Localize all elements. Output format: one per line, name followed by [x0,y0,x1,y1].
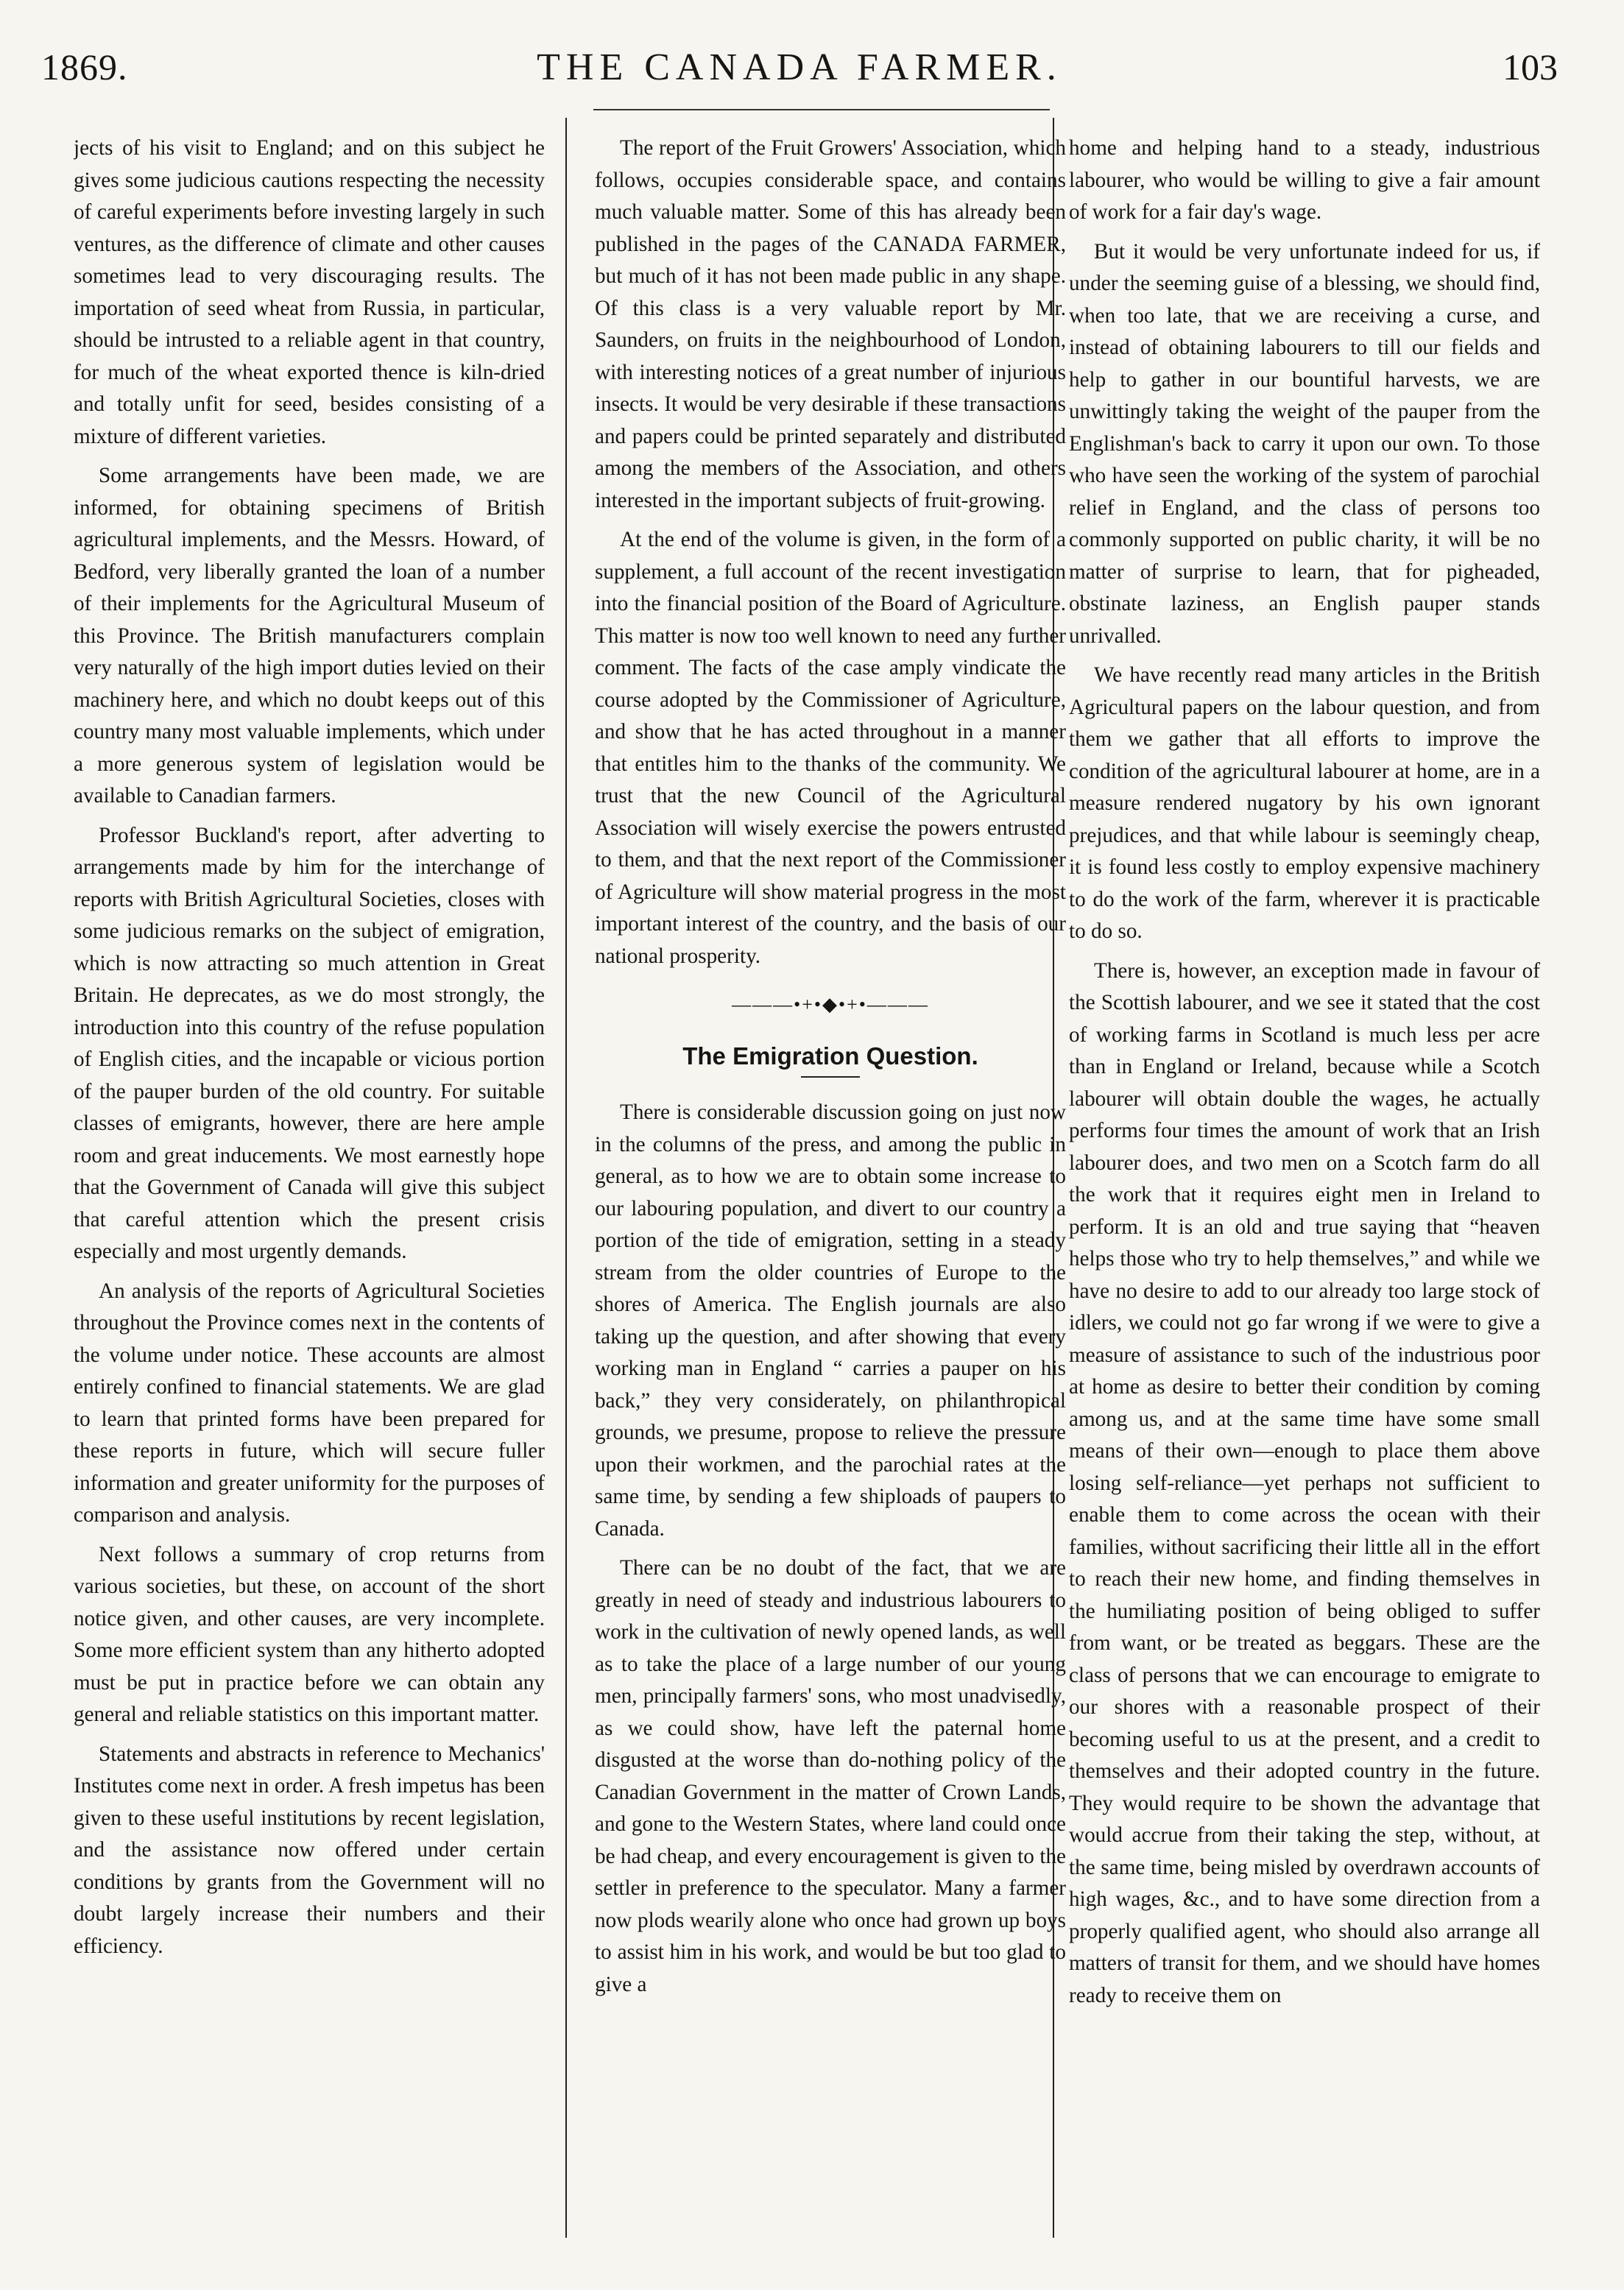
paragraph: We have recently read many articles in the British Agricultural papers on the labour question, and from them we gather that all efforts to improve the condition of the agricultural labourer at home, are in a measure rendered nugatory by his own ignorant prejudices, and that while labour is seemingly cheap, it is found less costly to employ expensive machinery to do the work of the farm, wherever it is practicable to do so. [1069,663,1540,943]
column-3 [1069,132,1540,2245]
paragraph: An analysis of the reports of Agricultural Societies throughout the Province comes next in the contents of the volume under notice. These accounts are almost entirely confined to financial statements. We are glad to learn that printed forms have been prepared for these reports in future, which will secure fuller information and greater uniformity for the purposes of comparison and analysis. [74,1279,545,1527]
paragraph: Next follows a summary of crop returns from various societies, but these, on account of the short notice given, and other causes, are very incomplete. Some more efficient system than any hitherto adopted must be put in practice before we can obtain any general and reliable statistics on this important matter. [74,1542,545,1726]
paragraph: jects of his visit to England; and on this subject he gives some judicious cautions respecting the necessity of careful experiments before investing largely in such ventures, as the difference of climate and other causes sometimes lead to very discouraging results. The importation of seed wheat from Russia, in particular, should be intrusted to a reliable agent in that country, for much of the wheat exported thence is kiln-dried and totally unfit for seed, besides consisting of a mixture of different varieties. [74,136,545,448]
paragraph: There can be no doubt of the fact, that we are greatly in need of steady and industrious labourers to work in the cultivation of newly opened lands, as well as to take the place of a large number of our young men, principally farmers' sons, who most unadvisedly, as we could show, have left the paternal home disgusted at the worse than do-nothing policy of the Canadian Government in the matter of Crown Lands, and gone to the Western States, where land could once be had cheap, and every encouragement is given to the settler in preference to the speculator. Many a farmer now plods wearily alone who once had grown up boys to assist him in his work, and would be but too glad to give a [595,1556,1066,1996]
paragraph: There is considerable discussion going on just now in the columns of the press, and among the public in general, as to how we are to obtain some increase to our labouring population, and divert to our country a portion of the tide of emigration, setting in a steady stream from the older countries of Europe to the shores of America. The English journals are also taking up the question, and after showing that every working man in England “ carries a pauper on his back,” they very considerately, on philanthropical grounds, we presume, propose to relieve the pressure upon their workmen, and the parochial rates at the same time, by sending a few shiploads of paupers to Canada. [595,1100,1066,1541]
paragraph: The report of the Fruit Growers' Association, which follows, occupies considerable space, and contains much valuable matter. Some of this has already been published in the pages of the CANADA FARMER, but much of it has not been made public in any shape. Of this class is a very valuable report by Mr. Saunders, on fruits in the neighbourhood of London, with interesting notices of a great number of injurious insects. It would be very desirable if these transactions and papers could be printed separately and distributed among the members of the Association, and others interested in the important subjects of fruit-growing. [595,136,1066,512]
article-heading: The Emigration Question. [682,1042,978,1070]
paragraph: Professor Buckland's report, after adverting to arrangements made by him for the interchange of reports with British Agricultural Societies, closes with some judicious remarks on the subject of emigration, which is now attracting so much attention in Great Britain. He deprecates, as we do most strongly, the introduction into this country of the refuse population of English cities, and the incapable or vicious portion of the pauper burden of the old country. For suitable classes of emigrants, however, there are here ample room and great inducements. We most earnestly hope that the Government of Canada will give this subject that careful attention which the present crisis especially and most urgently demands. [74,823,545,1263]
column-1 [74,132,545,2245]
masthead [41,46,1558,97]
newspaper-title: THE CANADA FARMER. [537,46,1062,88]
paragraph: But it would be very unfortunate indeed for us, if under the seeming guise of a blessing, we should find, when too late, that we are receiving a curse, and instead of obtaining labourers to till our fields and help to gather in our bountiful harvests, we are unwittingly taking the weight of the pauper from the Englishman's back to carry it upon our own. To those who have seen the working of the system of parochial relief in England, and the class of persons too commonly supported on public charity, it will be no matter of surprise to learn, that for pigheaded, obstinate laziness, an English pauper stands unrivalled. [1069,239,1540,648]
column-2 [595,132,1066,2245]
column-top-rule [593,109,1050,110]
column-divider [565,118,567,2238]
paragraph: Statements and abstracts in reference to Mechanics' Institutes come next in order. A fresh impetus has been given to these useful institutions by recent legislation, and the assistance now offered under certain conditions by grants from the Government will no doubt largely increase their numbers and their efficiency. [74,1742,545,1958]
heading-rule [801,1076,860,1078]
paragraph: Some arrangements have been made, we are informed, for obtaining specimens of British agricultural implements, and the Messrs. Howard, of Bedford, very liberally granted the loan of a number of their implements for the Agricultural Museum of this Province. The British manufacturers complain very naturally of the high import duties levied on their machinery here, and which no doubt keeps out of this country many most valuable implements, which under a more generous system of legislation would be available to Canadian farmers. [74,464,545,807]
paragraph: There is, however, an exception made in favour of the Scottish labourer, and we see it stated that the cost of working farms in Scotland is much less per acre than in England or Ireland, because while a Scotch labourer will obtain double the wages, he actually performs four times the amount of work that an Irish labourer does, and two men on a Scotch farm do all the work that it requires eight men in Ireland to perform. It is an old and true saying that “heaven helps those who try to help themselves,” and while we have no desire to add to our already too large stock of idlers, we could not go far wrong if we were to give a measure of assistance to such of the industrious poor at home as desire to better their condition by coming among us, and at the same time have some small means of their own—enough to place them above losing self-reliance—yet perhaps not sufficient to enable them to come across the ocean with their families, without sacrificing their little all in the effort to reach their new home, and finding themselves in the humiliating position of being obliged to suffer from want, or be treated as beggars. These are the class of persons that we can encourage to emigrate to our shores with a reasonable prospect of their becoming useful to us at the present, and a credit to themselves and their adopted country in the future. They would require to be shown the advantage that would accrue from their taking the step, without, at the same time, being misled by overdrawn accounts of high wages, &c., and to have some direction from a properly qualified agent, who should also arrange all matters of transit for them, and we should have homes ready to receive them on [1069,958,1540,2007]
page-number: 103 [1503,46,1558,88]
paragraph: At the end of the volume is given, in the form of a supplement, a full account of the recent investigation into the financial position of the Board of Agriculture. This matter is now too well known to need any further comment. The facts of the case amply vindicate the course adopted by the Commissioner of Agriculture, and show that he has acted throughout in a manner that entitles him to the thanks of the community. We trust that the new Council of the Agricultural Association will wisely exercise the powers entrusted to them, and that the next report of the Commissioner of Agriculture will show material progress in the most important interest of the country, and the basis of our national prosperity. [595,528,1066,968]
issue-year: 1869. [41,46,128,88]
paragraph: home and helping hand to a steady, industrious labourer, who would be willing to give a fair amount of work for a fair day's wage. [1069,136,1540,224]
section-ornament: ———•+•◆•+•——— [732,994,929,1015]
